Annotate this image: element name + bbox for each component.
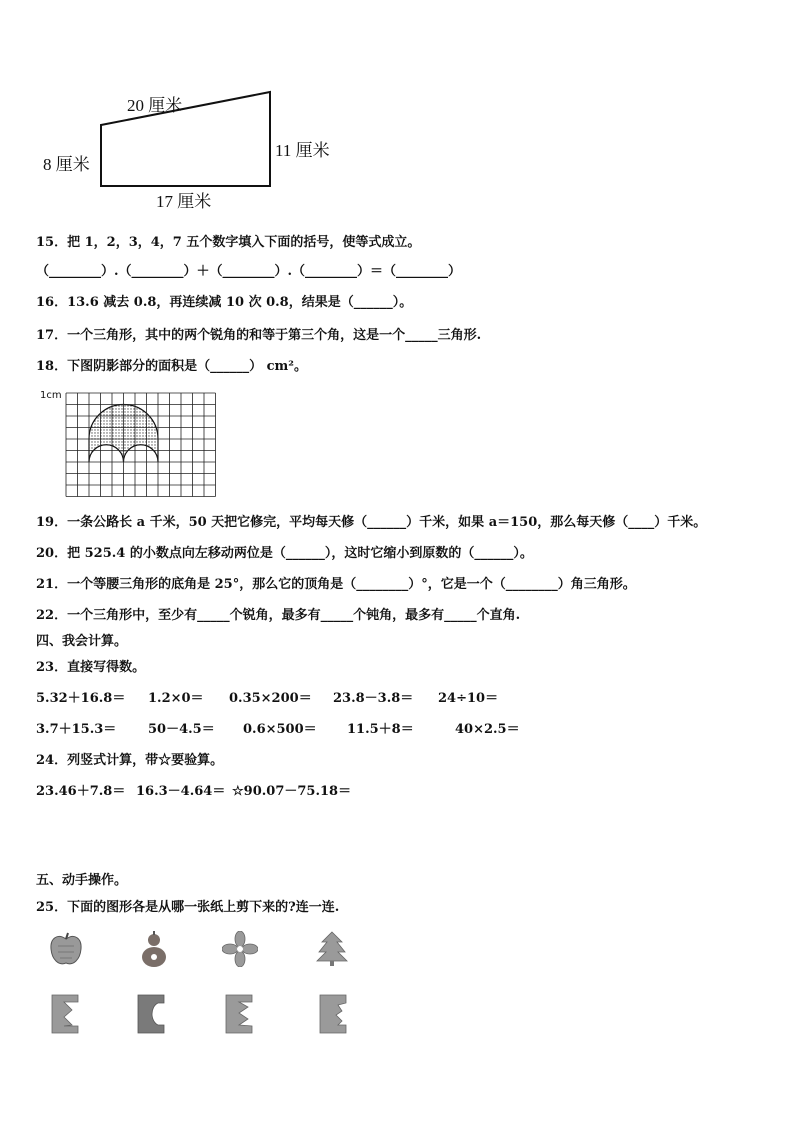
calc-item: 23.46＋7.8＝ (36, 784, 126, 799)
folded-paper-3-icon (224, 993, 256, 1035)
tree-icon (316, 931, 348, 967)
question-20: 20．把 525.4 的小数点向左移动两位是（______），这时它缩小到原数的（______）。 (36, 546, 533, 561)
grid-unit-label: 1cm (40, 390, 62, 401)
calc-item: 0.35×200＝ (229, 691, 312, 706)
question-15-equation: （________）.（________）＋（________）.（________）＝（________） (36, 264, 462, 279)
gourd-icon (136, 930, 172, 968)
question-22: 22．一个三角形中，至少有_____个锐角，最多有_____个钝角，最多有_____个直角. (36, 608, 521, 623)
calc-item: 24÷10＝ (438, 691, 499, 706)
calc-item: ☆90.07－75.18＝ (232, 784, 352, 799)
calc-item: 23.8－3.8＝ (333, 691, 414, 706)
calc-item: 1.2×0＝ (148, 691, 204, 706)
calc-item: 5.32＋16.8＝ (36, 691, 126, 706)
trapezoid-top-label: 20 厘米 (127, 96, 183, 115)
folded-paper-2-icon (136, 993, 168, 1035)
calc-item: 50－4.5＝ (148, 722, 215, 737)
folded-paper-4-icon (318, 993, 350, 1035)
calc-item: 16.3－4.64＝ (136, 784, 226, 799)
question-18: 18．下图阴影部分的面积是（______） cm²。 (36, 359, 307, 374)
question-25: 25．下面的图形各是从哪一张纸上剪下来的?连一连. (36, 900, 340, 915)
question-24: 24．列竖式计算，带☆要验算。 (36, 753, 224, 768)
trapezoid-right-label: 11 厘米 (275, 141, 330, 160)
trapezoid-figure (0, 0, 794, 220)
question-19: 19．一条公路长 a 千米，50 天把它修完，平均每天修（______）千米，如果 a＝150，那么每天修（____）千米。 (36, 515, 707, 530)
question-23: 23．直接写得数。 (36, 660, 146, 675)
trapezoid-left-label: 8 厘米 (43, 155, 90, 174)
question-15: 15．把 1，2，3，4，7 五个数字填入下面的括号，使等式成立。 (36, 235, 421, 250)
calc-item: 0.6×500＝ (243, 722, 317, 737)
folded-paper-1-icon (50, 993, 82, 1035)
question-17: 17．一个三角形，其中的两个锐角的和等于第三个角，这是一个_____三角形. (36, 328, 482, 343)
calc-item: 11.5＋8＝ (347, 722, 414, 737)
section-4-heading: 四、我会计算。 (36, 634, 128, 649)
apple-icon (48, 930, 84, 968)
question-21: 21．一个等腰三角形的底角是 25°，那么它的顶角是（________）°，它是一个（________）角三角形。 (36, 577, 636, 592)
flower-icon (222, 931, 258, 967)
shaded-area-grid (64, 390, 224, 500)
trapezoid-bottom-label: 17 厘米 (156, 192, 212, 211)
section-5-heading: 五、动手操作。 (36, 873, 128, 888)
question-16: 16．13.6 减去 0.8，再连续减 10 次 0.8，结果是（______）。 (36, 295, 413, 310)
calc-item: 3.7＋15.3＝ (36, 722, 117, 737)
calc-item: 40×2.5＝ (455, 722, 520, 737)
